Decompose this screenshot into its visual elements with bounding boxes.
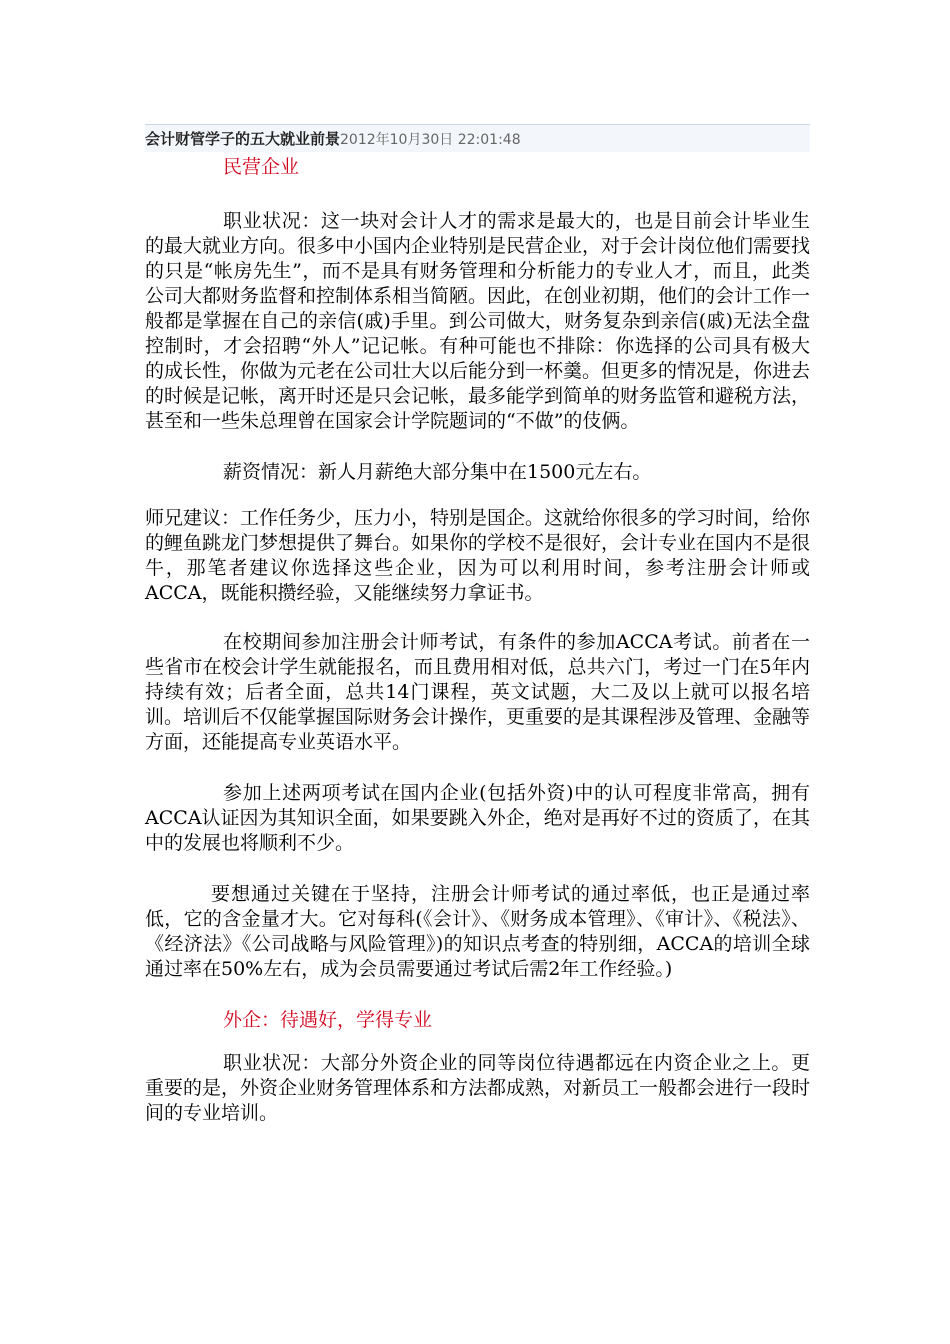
section-heading-foreign-enterprise: 外企：待遇好，学得专业 [223, 1009, 433, 1031]
paragraph: 师兄建议：工作任务少，压力小，特别是国企。这就给你很多的学习时间，给你的鲤鱼跳龙门梦想提供了舞台。如果你的学校不是很好，会计专业在国内不是很牛，那笔者建议你选择这些企业，因为可以利用时间，参考注册会计师或ACCA，既能积攒经验，又能继续努力拿证书。 [145, 507, 811, 604]
article-title-bar [145, 124, 810, 152]
paragraph: 要想通过关键在于坚持，注册会计师考试的通过率低，也正是通过率低，它的含金量才大。它对每科(《会计》、《财务成本管理》、《审计》、《税法》、《经济法》《公司战略与风险管理》)的知识点考查的特别细，ACCA的培训全球通过率在50%左右，成为会员需要通过考试后需2年工作经验。) [145, 883, 810, 980]
paragraph: 职业状况：这一块对会计人才的需求是最大的，也是目前会计毕业生的最大就业方向。很多中小国内企业特别是民营企业，对于会计岗位他们需要找的只是“帐房先生”，而不是具有财务管理和分析能力的专业人才，而且，此类公司大都财务监督和控制体系相当简陋。因此，在创业初期，他们的会计工作一般都是掌握在自己的亲信(戚)手里。到公司做大，财务复杂到亲信(戚)无法全盘控制时，才会招聘“外人”记记帐。有种可能也不排除：你选择的公司具有极大的成长性，你做为元老在公司壮大以后能分到一杯羹。但更多的情况是，你进去的时候是记帐，离开时还是只会记帐，最多能学到简单的财务监管和避税方法，甚至和一些朱总理曾在国家会计学院题词的“不做”的伎俩。 [145, 210, 811, 432]
section-heading-private-enterprise: 民营企业 [223, 156, 300, 178]
paragraph: 参加上述两项考试在国内企业(包括外资)中的认可程度非常高，拥有ACCA认证因为其知识全面，如果要跳入外企，绝对是再好不过的资质了，在其中的发展也将顺利不少。 [145, 782, 810, 854]
paragraph: 薪资情况：新人月薪绝大部分集中在1500元左右。 [223, 461, 652, 483]
article-page [145, 124, 810, 1126]
article-title: 会计财管学子的五大就业前景 [145, 130, 341, 148]
paragraph: 在校期间参加注册会计师考试，有条件的参加ACCA考试。前者在一些省市在校会计学生就能报名，而且费用相对低，总共六门，考过一门在5年内持续有效；后者全面，总共14门课程，英文试题，大二及以上就可以报名培训。培训后不仅能掌握国际财务会计操作，更重要的是其课程涉及管理、金融等方面，还能提高专业英语水平。 [145, 631, 811, 753]
article-date: 2012年10月30日 22:01:48 [340, 132, 521, 148]
paragraph: 职业状况：大部分外资企业的同等岗位待遇都远在内资企业之上。更重要的是，外资企业财务管理体系和方法都成熟，对新员工一般都会进行一段时间的专业培训。 [145, 1052, 811, 1124]
